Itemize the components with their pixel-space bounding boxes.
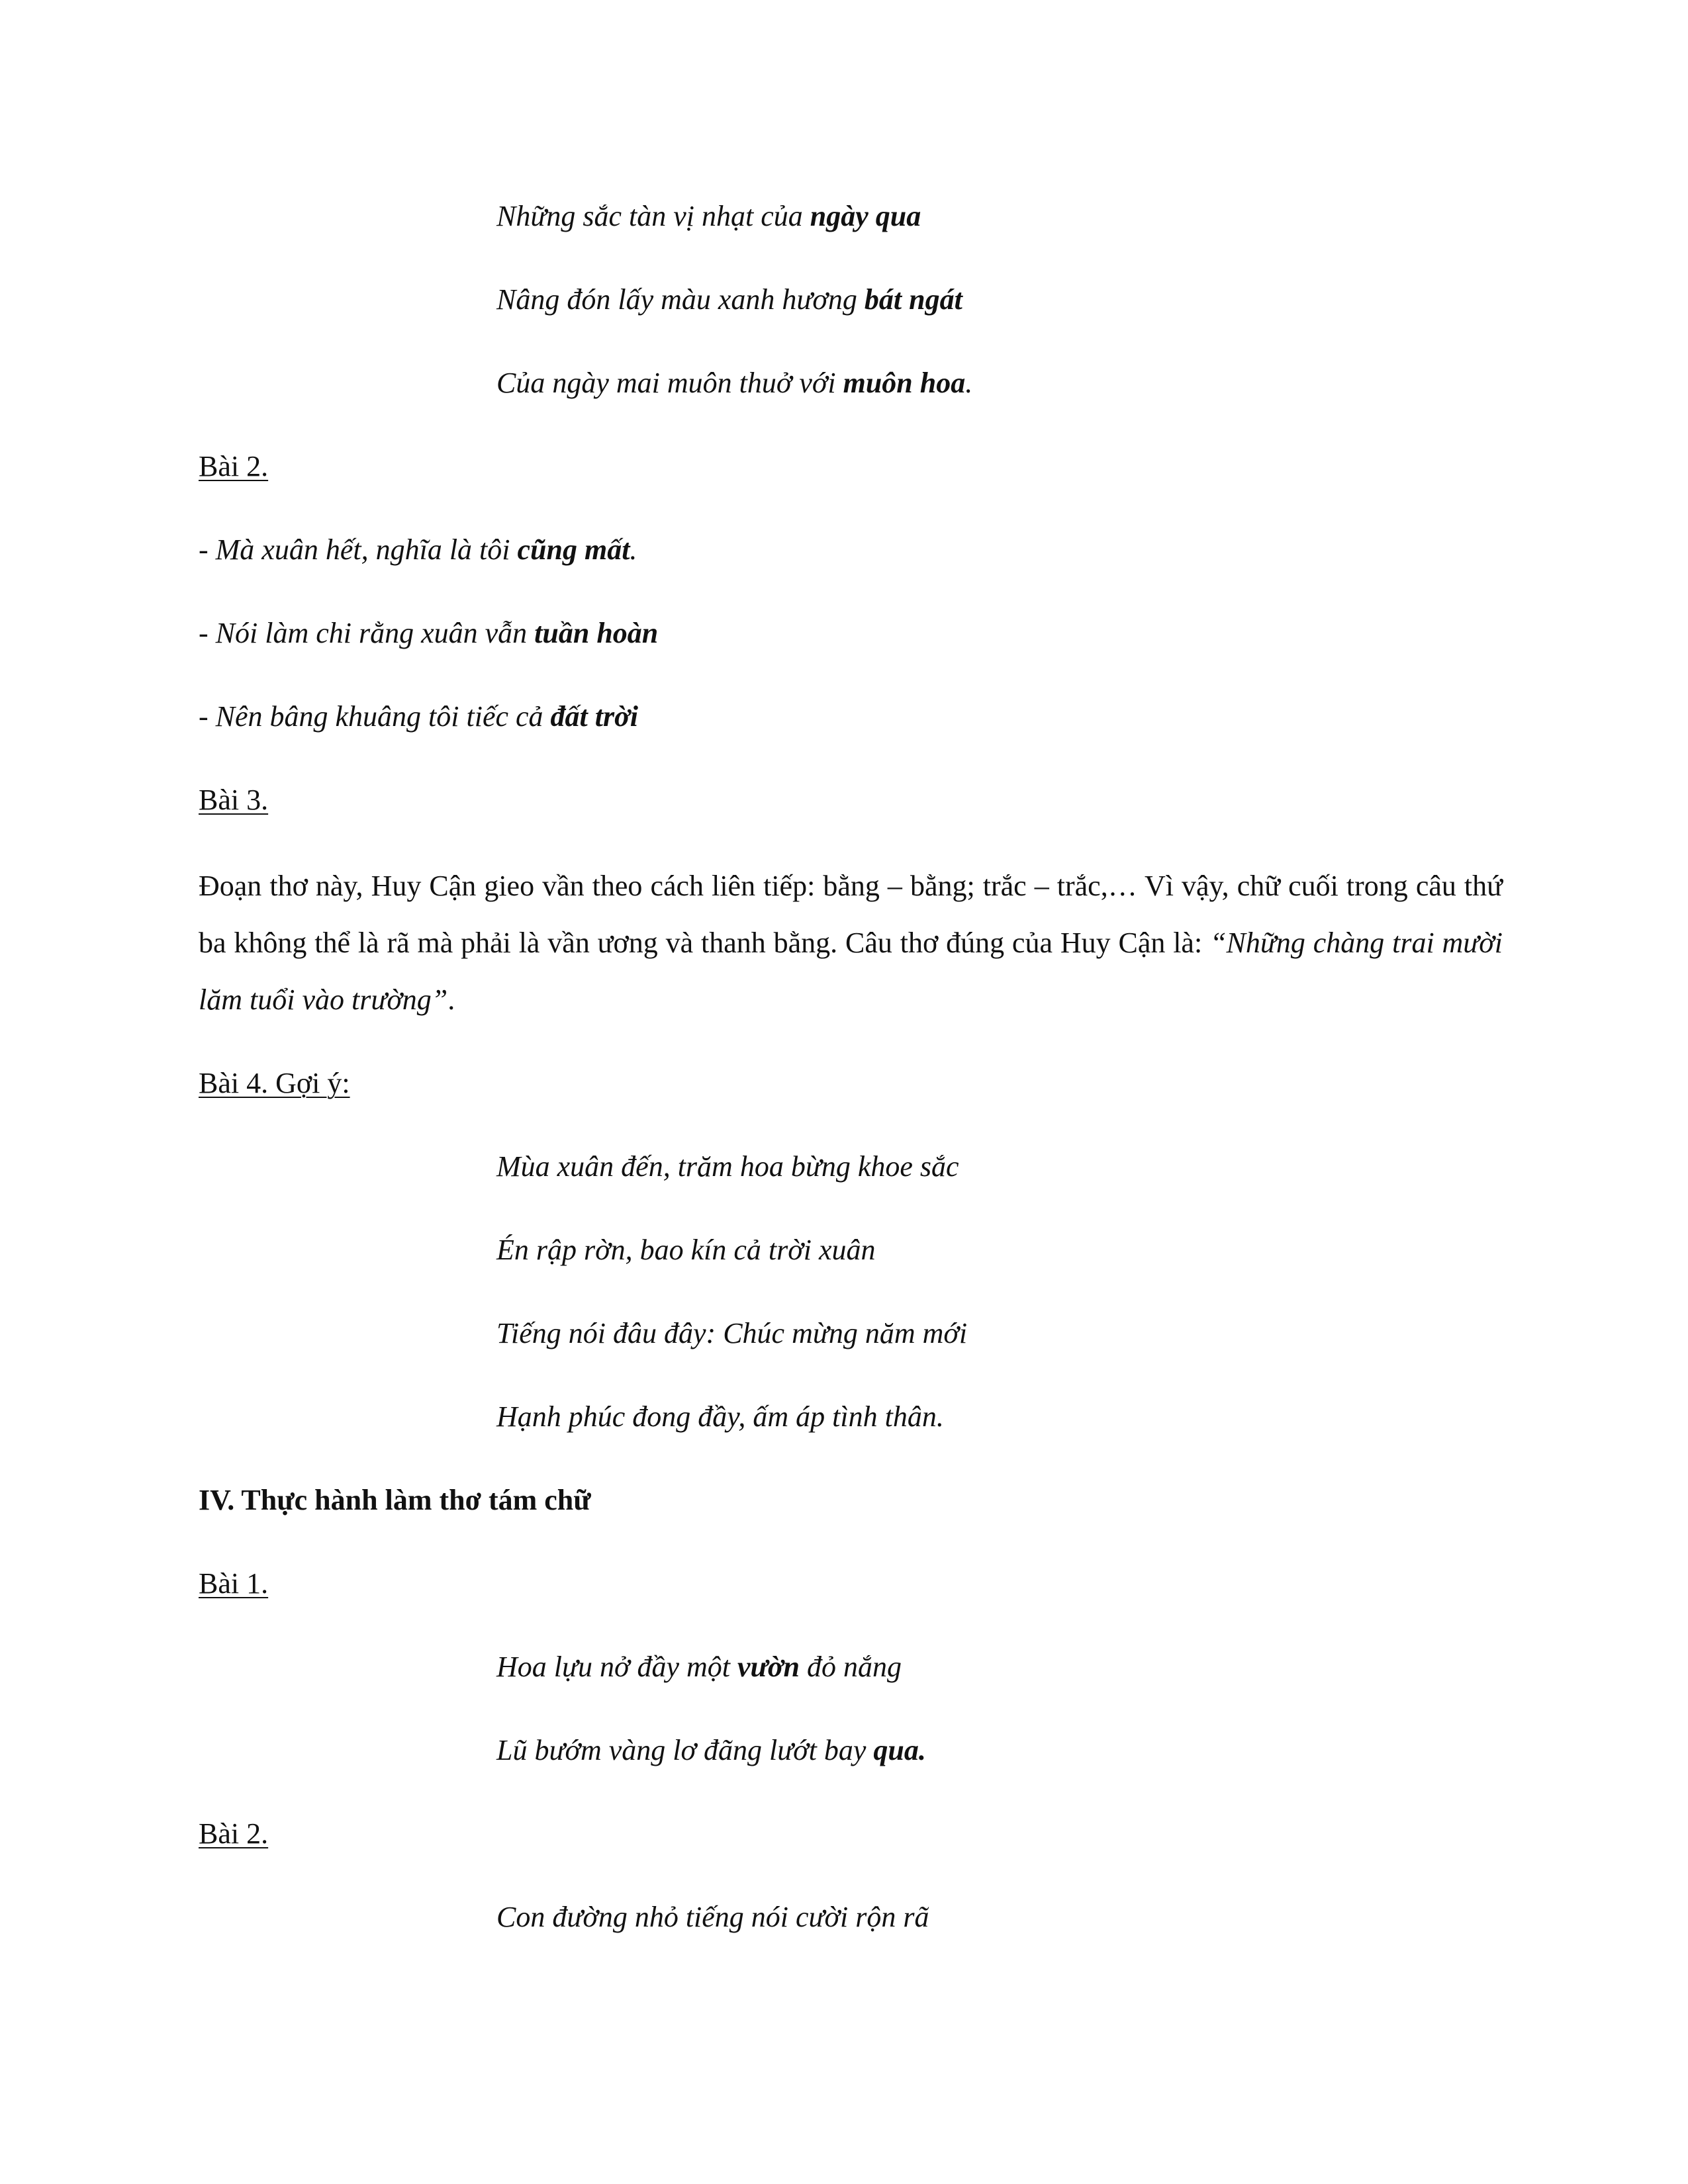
s4-bai2-line-1: Con đường nhỏ tiếng nói cười rộn rã [496,1901,929,1933]
bai3-text: Đoạn thơ này, Huy Cận gieo vần theo cách liên tiếp: bằng – bằng; trắc – trắc,… Vì vậy, chữ cuối trong câu thứ ba không thể là rã mà phải là vần ương và thanh bằng. Câu thơ đúng của Huy Cận là: [199,870,1503,959]
bai4-line-1: Mùa xuân đến, trăm hoa bừng khoe sắc [496,1150,959,1183]
bai3-end: . [447,983,455,1016]
s4-bai1-line-1 [496,1649,902,1685]
bai2-line-1 [199,532,637,568]
bai2-heading: Bài 2. [199,450,269,482]
bai2-line-3 [199,699,638,735]
bai3-quote: “Những chàng trai mười lăm tuổi vào trường” [199,927,1503,1016]
bai4-line-2: Én rập rờn, bao kín cả trời xuân [496,1234,876,1266]
s4-bai2-heading: Bài 2. [199,1817,269,1850]
poem-line-1-text: Những sắc tàn vị nhạt của [496,200,810,232]
bai2-line-3-bold: đất trời [550,700,638,733]
bai2-line-3-text: - Nên bâng khuâng tôi tiếc cả [199,700,551,733]
poem-line-3-tail: . [965,367,973,399]
bai4-heading: Bài 4. Gợi ý: [199,1067,350,1099]
s4-bai1-line-1-bold: vườn [737,1651,800,1683]
s4-bai1-line-2-bold: qua. [873,1734,926,1766]
bai4-line-3: Tiếng nói đâu đây: Chúc mừng năm mới [496,1317,968,1349]
s4-bai1-line-2-a: Lũ bướm vàng lơ đãng lướt bay [496,1734,874,1766]
poem-line-2-bold: bát ngát [864,283,962,316]
s4-bai1-heading: Bài 1. [199,1567,269,1600]
poem-line-2-text: Nâng đón lấy màu xanh hương [496,283,865,316]
bai2-line-2-bold: tuần hoàn [534,617,659,649]
s4-bai1-line-1-a: Hoa lựu nở đầy một [496,1651,738,1683]
poem-line-2 [496,282,962,318]
bai3-paragraph [199,858,1503,1028]
bai2-line-1-text: - Mà xuân hết, nghĩa là tôi [199,533,518,566]
bai3-heading: Bài 3. [199,784,269,816]
s4-bai1-line-2 [496,1733,926,1768]
s4-bai1-line-1-c: đỏ nắng [800,1651,902,1683]
poem-line-3-text: Của ngày mai muôn thuở với [496,367,843,399]
poem-line-3 [496,365,972,401]
bai2-line-2 [199,615,658,651]
poem-line-3-bold: muôn hoa [843,367,966,399]
poem-line-1-bold: ngày qua [810,200,921,232]
bai2-line-1-tail: . [630,533,637,566]
bai2-line-1-bold: cũng mất [517,533,630,566]
section-4-title: IV. Thực hành làm thơ tám chữ [199,1484,591,1516]
bai2-line-2-text: - Nói làm chi rằng xuân vẫn [199,617,535,649]
bai4-line-4: Hạnh phúc đong đầy, ấm áp tình thân. [496,1400,944,1433]
poem-line-1 [496,199,921,234]
